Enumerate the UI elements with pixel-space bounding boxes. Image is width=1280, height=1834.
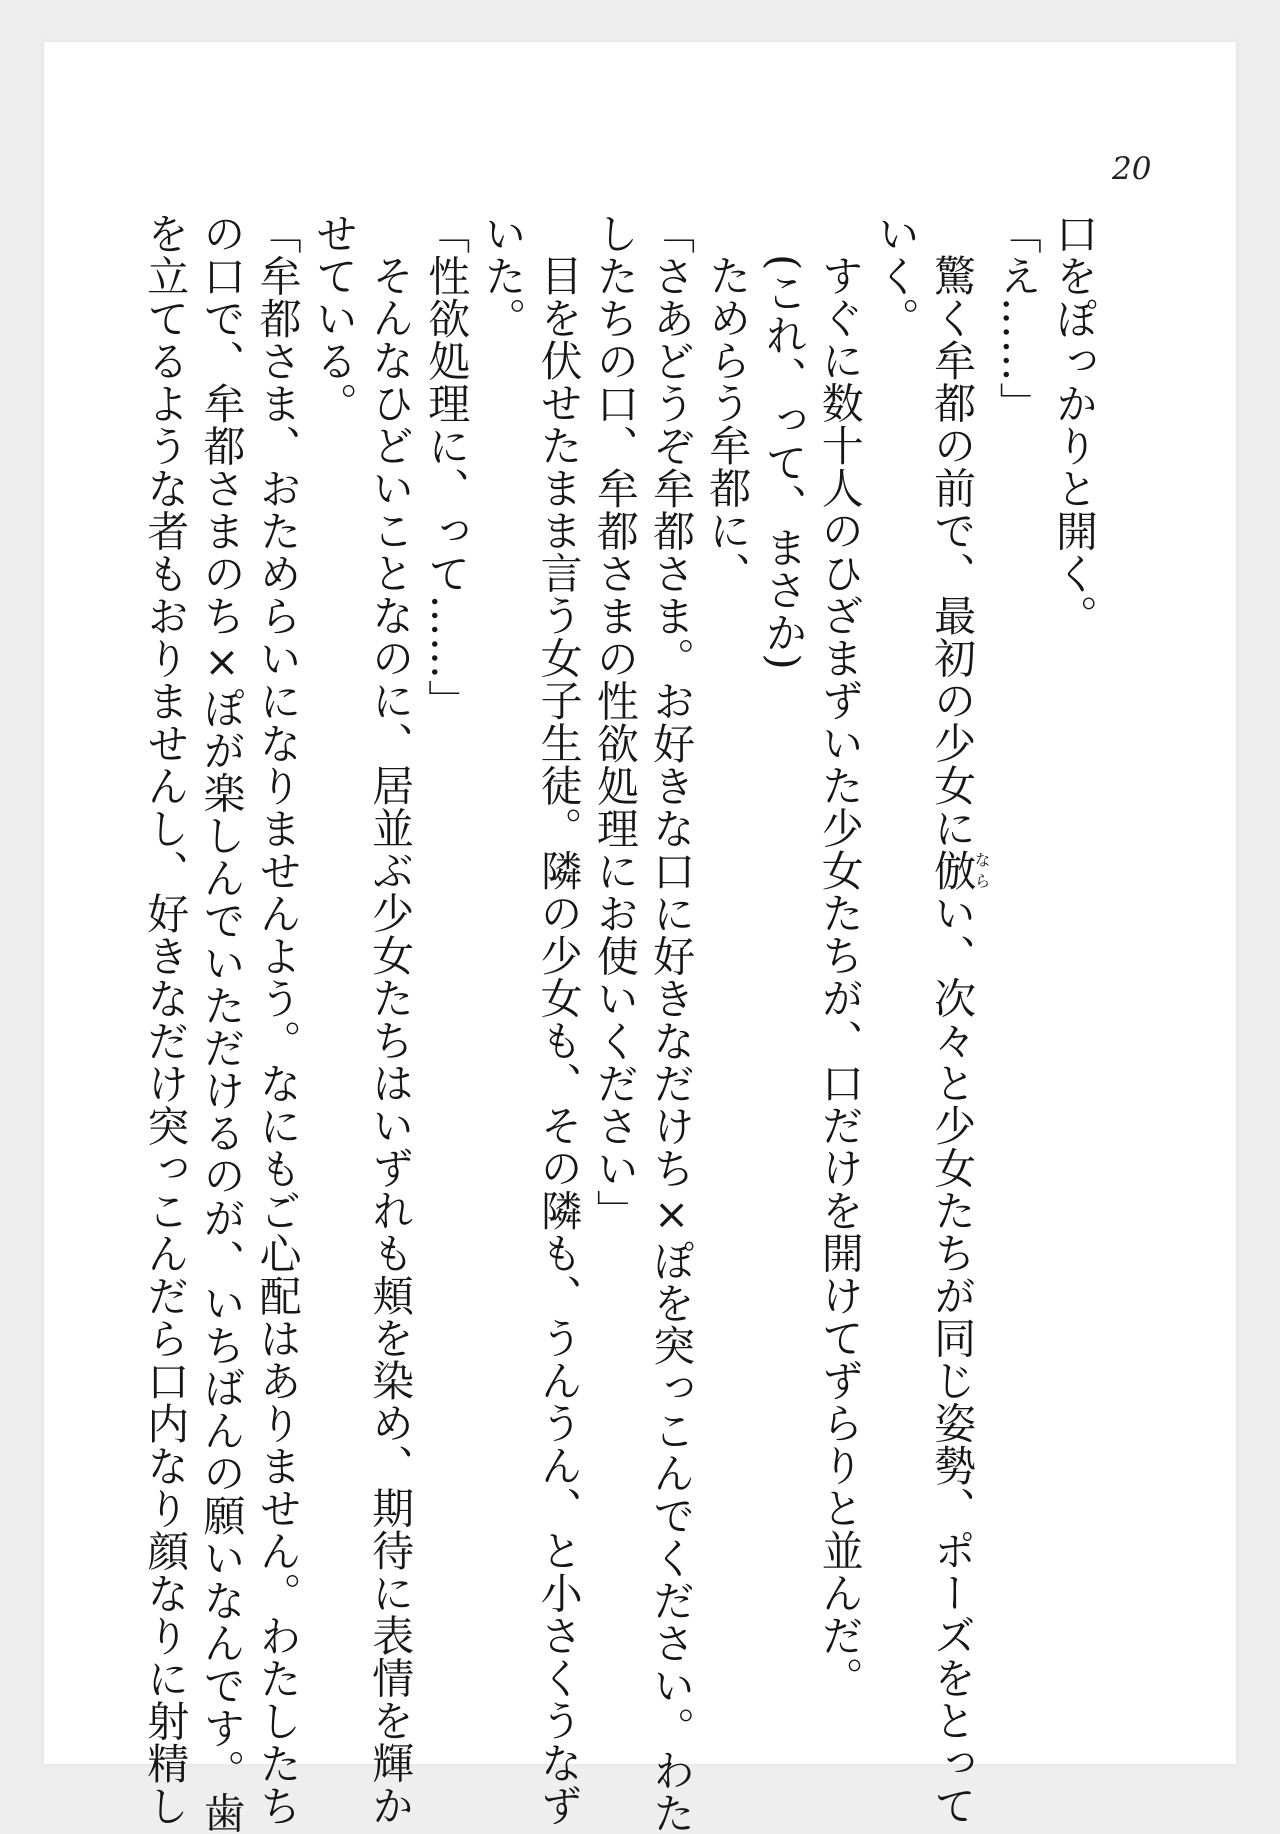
text-line: いく。 xyxy=(871,212,921,340)
text-line: (これ、って、まさか) xyxy=(759,254,809,671)
ruby-annotation: 倣なら xyxy=(928,849,992,892)
text-line: したちの口、牟都さまの性欲処理にお使いください」 xyxy=(590,212,640,1232)
text-line: の口で、牟都さまのち×ぽが楽しんでいただけるのが、いちばんの願いなんです。歯 xyxy=(197,212,247,1834)
text-line: 目を伏せたまま言う女子生徒。隣の少女も、その隣も、うんうん、と小さくうなず xyxy=(534,254,584,1827)
text-line: すぐに数十人のひざまずいた少女たちが、口だけを開けてずらりと並んだ。 xyxy=(815,254,865,1699)
text-line: いた。 xyxy=(478,212,528,340)
text-line: 驚く牟都の前で、最初の少女に倣ならい、次々と少女たちが同じ姿勢、ポーズをとって xyxy=(928,254,992,1827)
vertical-text-body xyxy=(141,212,1102,1834)
text-line: を立てるような者もおりませんし、好きなだけ突っこんだら口内なり顔なりに射精し xyxy=(141,212,191,1827)
text-line: 「え……」 xyxy=(993,212,1043,425)
text-line: 「牟都さま、おためらいになりませんよう。なにもご心配はありません。わたしたち xyxy=(253,212,303,1827)
text-line: 「性欲処理に、って……」 xyxy=(422,212,472,722)
text-line: ためらう牟都に、 xyxy=(703,254,753,594)
text-line: そんなひどいことなのに、居並ぶ少女たちはいずれも頬を染め、期待に表情を輝か xyxy=(366,254,416,1827)
text-line: せている。 xyxy=(309,212,359,425)
page-number: 20 xyxy=(1112,151,1152,187)
text-line: 口をぽっかりと開く。 xyxy=(1050,212,1099,637)
text-line: 「さあどうぞ牟都さま。お好きな口に好きなだけち×ぽを突っこんでください。わた xyxy=(647,212,697,1834)
